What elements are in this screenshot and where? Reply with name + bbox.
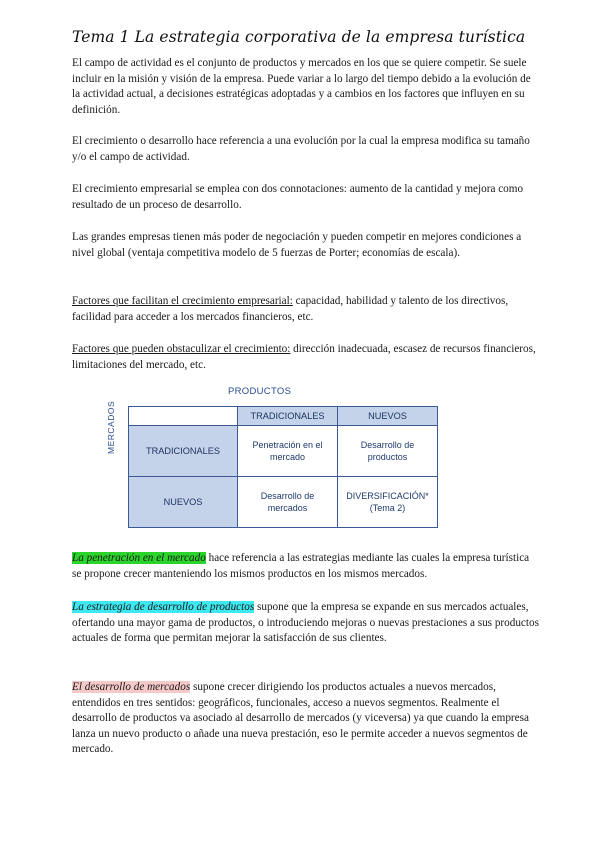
matrix-axis-label: MERCADOS bbox=[106, 400, 116, 454]
matrix-cell-desarrollo-productos: Desarrollo de productos bbox=[338, 426, 438, 477]
matrix-corner bbox=[129, 407, 238, 426]
matrix-cell-penetracion: Penetración en el mercado bbox=[238, 426, 338, 477]
paragraph-crecimiento-empresarial: El crecimiento empresarial se emplea con dos connotaciones: aumento de la cantidad y mejora como resultado de un proceso de desarrollo. bbox=[72, 183, 524, 211]
matrix-row-header: NUEVOS bbox=[129, 477, 238, 528]
factores-facilitan-label: Factores que facilitan el crecimiento empresarial: bbox=[72, 295, 293, 307]
ansoff-matrix bbox=[128, 406, 438, 528]
paragraph-factores-obstaculizan bbox=[72, 342, 540, 373]
term-desarrollo-productos: La estrategia de desarrollo de productos bbox=[72, 601, 255, 613]
paragraph-grandes-empresas: Las grandes empresas tienen más poder de negociación y pueden competir en mejores condiciones a nivel global (ventaja competitiva modelo de 5 fuerzas de Porter; economías de escala). bbox=[72, 231, 522, 259]
definition-penetracion-text: hace referencia a las estrategias mediante las cuales la empresa turística se propone crecer manteniendo los mismos productos en los mismos mercados. bbox=[72, 552, 530, 580]
definition-desarrollo-mercados-text: supone crecer dirigiendo los productos actuales a nuevos mercados, entendidos en tres sentidos: geográficos, funcionales, acceso a nuevos segmentos. Realmente el desarrollo de productos va asociado al desarrollo de mercados (y viceversa) ya que cuando la empresa lanza un nuevo producto o añade una nueva prestación, eso le permite acceder a nuevos segmentos de mercado. bbox=[72, 681, 529, 756]
matrix-row-header: TRADICIONALES bbox=[129, 426, 238, 477]
matrix-col-header: NUEVOS bbox=[338, 407, 438, 426]
matrix-cell-diversificacion: DIVERSIFICACIÓN* (Tema 2) bbox=[338, 477, 438, 528]
definition-desarrollo-productos bbox=[72, 600, 540, 647]
factores-obstaculizan-label: Factores que pueden obstaculizar el crecimiento: bbox=[72, 343, 291, 355]
term-penetracion: La penetración en el mercado bbox=[72, 552, 206, 564]
factores-obstaculizan-text: dirección inadecuada, escasez de recursos financieros, limitaciones del mercado, etc. bbox=[72, 343, 536, 371]
paragraph-crecimiento: El crecimiento o desarrollo hace referencia a una evolución por la cual la empresa modifica su tamaño y/o el campo de actividad. bbox=[72, 135, 530, 163]
definition-desarrollo-productos-text: supone que la empresa se expande en sus mercados actuales, ofertando una mayor gama de productos, o introduciendo mejoras o nuevas prestaciones a sus productos actuales de forma que permitan mejorar la satisfacción de sus clientes. bbox=[72, 601, 539, 645]
matrix-col-header: TRADICIONALES bbox=[238, 407, 338, 426]
definition-desarrollo-mercados bbox=[72, 680, 540, 758]
definition-penetracion bbox=[72, 551, 540, 582]
paragraph-factores-facilitan bbox=[72, 294, 540, 325]
page-title: Tema 1 La estrategia corporativa de la empresa turística bbox=[72, 28, 526, 46]
matrix-cell-desarrollo-mercados: Desarrollo de mercados bbox=[238, 477, 338, 528]
matrix-title: PRODUCTOS bbox=[228, 386, 292, 397]
paragraph-campo-actividad: El campo de actividad es el conjunto de productos y mercados en los que se quiere competir. Se suele incluir en la misión y visión de la empresa. Puede variar a lo largo del tiempo debido a la evolución de la actividad actual, a decisiones estratégicas adoptadas y a cambios en los factores que influyen en su definición. bbox=[72, 57, 531, 116]
term-desarrollo-mercados: El desarrollo de mercados bbox=[72, 681, 191, 693]
factores-facilitan-text: capacidad, habilidad y talento de los directivos, facilidad para acceder a los mercados financieros, etc. bbox=[72, 295, 509, 323]
